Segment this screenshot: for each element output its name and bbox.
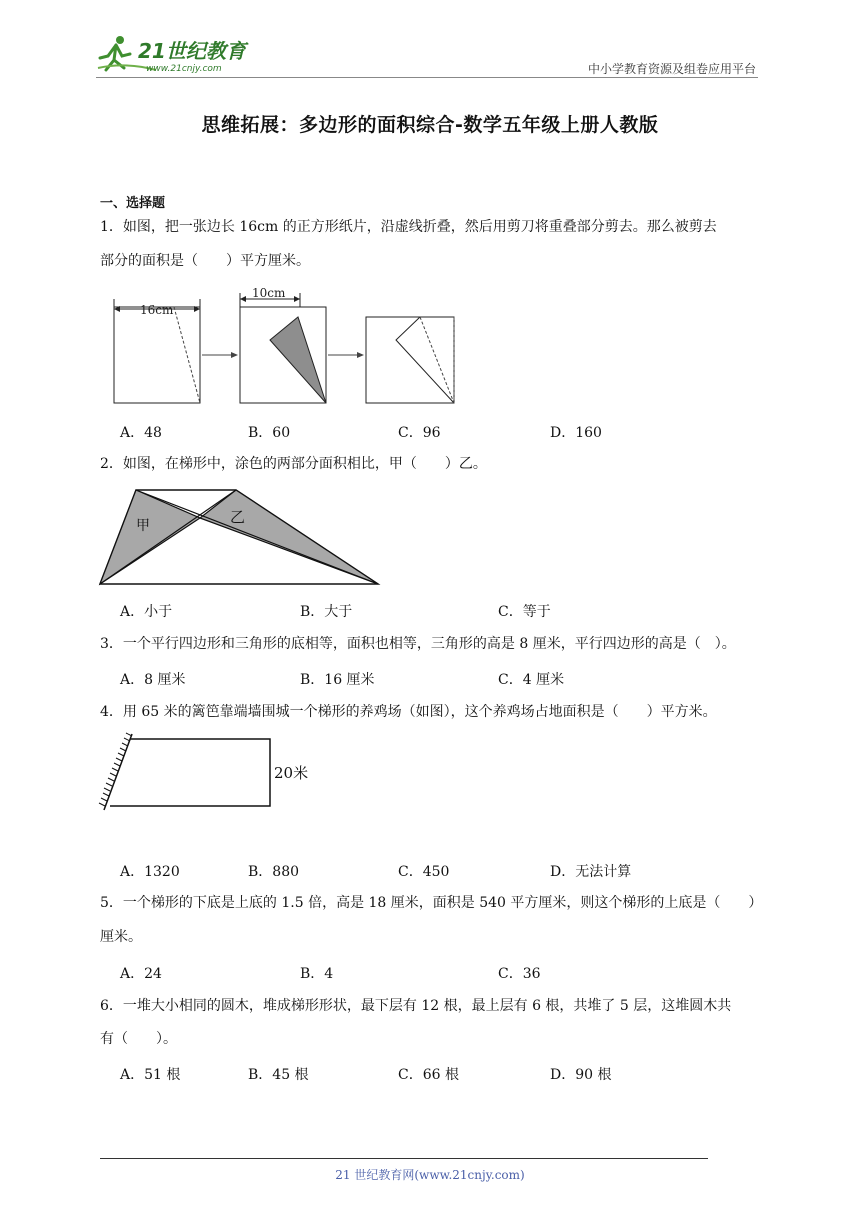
question-1-figure	[100, 285, 470, 410]
option-c[interactable]: C．66 根	[398, 1067, 459, 1083]
label-16cm: 16cm	[140, 303, 174, 317]
label-yi: 乙	[230, 508, 246, 526]
question-4-line-1: 4．用 65 米的篱笆靠端墙围城一个梯形的养鸡场（如图），这个养鸡场占地面积是（ ）平方米。	[100, 704, 717, 720]
option-c[interactable]: C．4 厘米	[498, 672, 565, 688]
option-c[interactable]: C．450	[398, 864, 450, 880]
option-d[interactable]: D．160	[550, 425, 602, 441]
question-2-trapezoid-figure	[96, 484, 386, 590]
label-jia: 甲	[136, 518, 150, 534]
option-b[interactable]: B．60	[248, 425, 291, 441]
header-divider	[96, 77, 758, 78]
logo-url: www.21cnjy.com	[146, 64, 222, 74]
question-5-line-2: 厘米。	[100, 929, 142, 945]
question-4-chicken-coop-figure	[96, 728, 326, 818]
question-1-line-2: 部分的面积是（ ）平方厘米。	[100, 253, 310, 269]
option-a[interactable]: A．48	[120, 425, 162, 441]
runner-logo-icon	[96, 32, 266, 76]
footer-divider	[100, 1158, 708, 1159]
question-6-line-2: 有（ ）。	[100, 1031, 177, 1047]
option-a[interactable]: A．51 根	[120, 1067, 181, 1083]
option-c[interactable]: C．96	[398, 425, 441, 441]
question-1-line-1: 1．如图，把一张边长 16cm 的正方形纸片，沿虚线折叠，然后用剪刀将重叠部分剪去。那么被剪去	[100, 219, 717, 235]
platform-name: 中小学教育资源及组卷应用平台	[587, 62, 756, 76]
option-b[interactable]: B．16 厘米	[300, 672, 375, 688]
option-a[interactable]: A．小于	[120, 604, 173, 620]
option-b[interactable]: B．大于	[300, 604, 353, 620]
page-title: 思维拓展：多边形的面积综合-数学五年级上册人教版	[201, 114, 659, 136]
option-c[interactable]: C．等于	[498, 604, 551, 620]
footer-link[interactable]: 21 世纪教育网(www.21cnjy.com)	[335, 1168, 525, 1182]
question-3-line-1: 3．一个平行四边形和三角形的底相等，面积也相等，三角形的高是 8 厘米，平行四边形的高是（ ）。	[100, 636, 736, 652]
option-b[interactable]: B．880	[248, 864, 300, 880]
site-logo	[96, 32, 266, 76]
logo-text: 21世纪教育	[138, 39, 246, 63]
section-heading: 一、选择题	[100, 196, 166, 211]
option-a[interactable]: A．24	[120, 966, 162, 982]
option-a[interactable]: A．8 厘米	[120, 672, 186, 688]
option-c[interactable]: C．36	[498, 966, 541, 982]
option-a[interactable]: A．1320	[120, 864, 180, 880]
question-6-line-1: 6．一堆大小相同的圆木，堆成梯形形状，最下层有 12 根，最上层有 6 根，共堆了 5 层，这堆圆木共	[100, 998, 732, 1014]
option-d[interactable]: D．无法计算	[550, 864, 632, 880]
option-d[interactable]: D．90 根	[550, 1067, 612, 1083]
question-5-line-1: 5．一个梯形的下底是上底的 1.5 倍，高是 18 厘米，面积是 540 平方厘米，则这个梯形的上底是（ ）	[100, 895, 763, 911]
option-b[interactable]: B．45 根	[248, 1067, 309, 1083]
question-2-line-1: 2．如图，在梯形中，涂色的两部分面积相比，甲（ ）乙。	[100, 456, 487, 472]
label-20m: 20米	[274, 764, 309, 782]
option-b[interactable]: B．4	[300, 966, 334, 982]
label-10cm: 10cm	[252, 286, 286, 300]
